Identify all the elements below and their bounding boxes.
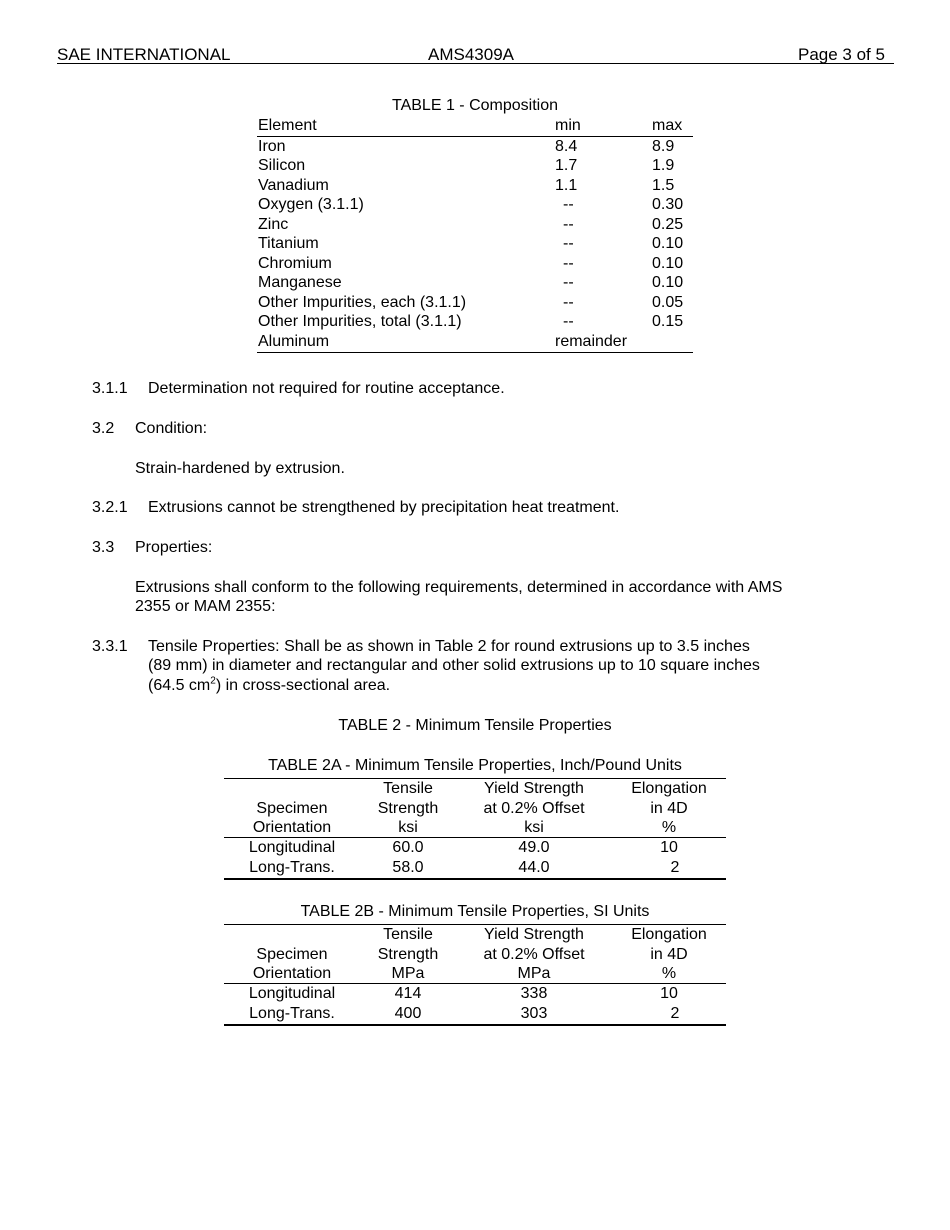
table-row bbox=[257, 195, 693, 215]
header-line bbox=[224, 779, 360, 799]
table2a-header bbox=[224, 779, 726, 837]
tensile-cell: 60.0 bbox=[392, 839, 424, 856]
header-line: MPa bbox=[391, 965, 425, 982]
header-line: Specimen bbox=[256, 945, 328, 963]
table-row bbox=[257, 215, 693, 235]
table1-col-min: min bbox=[555, 117, 581, 134]
table-row bbox=[257, 137, 693, 157]
section-3-3-number: 3.3 bbox=[92, 539, 115, 556]
max-cell: 0.15 bbox=[652, 313, 684, 331]
min-cell: -- bbox=[563, 254, 574, 272]
header-tensile bbox=[360, 779, 456, 838]
table-row bbox=[257, 234, 693, 254]
yield-cell: 44.0 bbox=[518, 859, 550, 876]
min-cell: remainder bbox=[555, 333, 628, 351]
min-cell: -- bbox=[563, 274, 574, 292]
elongation-cell: 10 bbox=[660, 985, 678, 1002]
element-cell: Other Impurities, total (3.1.1) bbox=[258, 313, 462, 331]
composition-table bbox=[257, 96, 693, 353]
header-tensile bbox=[360, 925, 456, 984]
yield-cell: 338 bbox=[520, 985, 548, 1002]
table2b-bottom-rule bbox=[224, 1024, 726, 1026]
table1-title: TABLE 1 - Composition bbox=[392, 97, 558, 114]
table-row bbox=[257, 293, 693, 313]
tensile-cell: 58.0 bbox=[392, 859, 424, 876]
header-line: Orientation bbox=[252, 965, 332, 982]
table-row bbox=[257, 273, 693, 293]
header-line: Tensile bbox=[383, 926, 433, 943]
table1-bottom-rule bbox=[257, 352, 693, 353]
table2-title: TABLE 2 - Minimum Tensile Properties bbox=[338, 717, 612, 734]
header-line: MPa bbox=[517, 965, 551, 982]
header-line bbox=[224, 925, 360, 945]
element-cell: Titanium bbox=[258, 235, 319, 253]
min-cell: -- bbox=[563, 215, 574, 233]
element-cell: Aluminum bbox=[258, 333, 330, 351]
element-cell: Zinc bbox=[258, 215, 289, 233]
header-line: Yield Strength bbox=[484, 780, 584, 797]
header-orientation bbox=[224, 779, 360, 838]
table-row bbox=[257, 176, 693, 196]
element-cell: Oxygen (3.1.1) bbox=[258, 196, 364, 214]
table-row bbox=[257, 312, 693, 332]
table-row bbox=[257, 332, 693, 352]
min-cell: 8.4 bbox=[555, 137, 578, 155]
header-elongation bbox=[612, 925, 726, 984]
section-3-3-1-line1: Tensile Properties: Shall be as shown in Table 2 for round extrusions up to 3.5 inches bbox=[148, 638, 750, 655]
header-line: Tensile bbox=[383, 780, 433, 797]
min-cell: 1.7 bbox=[555, 157, 578, 175]
header-orientation bbox=[224, 925, 360, 984]
header-line: in 4D bbox=[650, 799, 688, 817]
elongation-cell: 2 bbox=[670, 1005, 680, 1022]
section-3-3-1-number: 3.3.1 bbox=[92, 638, 128, 655]
section-3-1-1-number: 3.1.1 bbox=[92, 380, 128, 397]
table-row bbox=[224, 858, 726, 878]
min-cell: -- bbox=[563, 196, 574, 214]
header-page-number: Page 3 of 5 bbox=[798, 45, 885, 64]
element-cell: Iron bbox=[258, 137, 286, 155]
section-3-2-1-text: Extrusions cannot be strengthened by precipitation heat treatment. bbox=[148, 499, 620, 516]
section-3-3-body-line1: Extrusions shall conform to the following requirements, determined in accordance with AMS bbox=[135, 579, 783, 596]
section-3-2-number: 3.2 bbox=[92, 420, 115, 437]
orientation-cell: Longitudinal bbox=[248, 839, 336, 856]
elongation-cell: 2 bbox=[670, 859, 680, 876]
table-row bbox=[257, 254, 693, 274]
header-line: Specimen bbox=[256, 799, 328, 817]
table-row bbox=[224, 838, 726, 858]
max-cell: 1.5 bbox=[652, 176, 675, 194]
element-cell: Other Impurities, each (3.1.1) bbox=[258, 293, 467, 311]
line3-post: ) in cross-sectional area. bbox=[215, 677, 391, 694]
header-line: at 0.2% Offset bbox=[483, 945, 585, 963]
max-cell: 0.10 bbox=[652, 235, 684, 253]
table-row bbox=[224, 984, 726, 1004]
section-3-3-body-line2: 2355 or MAM 2355: bbox=[135, 598, 276, 615]
element-cell: Manganese bbox=[258, 274, 342, 292]
header-line: in 4D bbox=[650, 945, 688, 963]
header-line: Strength bbox=[377, 799, 439, 817]
section-3-2-title: Condition: bbox=[135, 420, 208, 437]
section-3-3-1-line2: (89 mm) in diameter and rectangular and other solid extrusions up to 10 square inches bbox=[148, 657, 760, 674]
tensile-cell: 400 bbox=[394, 1005, 422, 1022]
header-line: % bbox=[661, 819, 677, 836]
tensile-cell: 414 bbox=[394, 985, 422, 1002]
element-cell: Vanadium bbox=[258, 176, 329, 194]
header-line: Elongation bbox=[631, 780, 707, 797]
max-cell: 0.30 bbox=[652, 196, 684, 214]
header-rule bbox=[57, 63, 894, 64]
orientation-cell: Long-Trans. bbox=[249, 1005, 335, 1022]
table-row bbox=[224, 1004, 726, 1024]
table2a-bottom-rule bbox=[224, 878, 726, 880]
table2a-title: TABLE 2A - Minimum Tensile Properties, Inch/Pound Units bbox=[268, 757, 682, 774]
section-3-2-1-number: 3.2.1 bbox=[92, 499, 128, 516]
header-yield bbox=[456, 925, 612, 984]
table1-header-row bbox=[257, 116, 693, 136]
element-cell: Silicon bbox=[258, 157, 306, 175]
header-line: at 0.2% Offset bbox=[483, 799, 585, 817]
superscript-2: 2 bbox=[210, 675, 216, 687]
table1-col-element: Element bbox=[258, 117, 317, 134]
section-3-3-title: Properties: bbox=[135, 539, 213, 556]
table1-col-max: max bbox=[652, 117, 683, 134]
orientation-cell: Long-Trans. bbox=[249, 859, 335, 876]
header-line: Orientation bbox=[252, 819, 332, 836]
section-3-2-body: Strain-hardened by extrusion. bbox=[135, 460, 345, 477]
max-cell: 8.9 bbox=[652, 137, 675, 155]
yield-cell: 49.0 bbox=[518, 839, 550, 856]
min-cell: -- bbox=[563, 313, 574, 331]
elongation-cell: 10 bbox=[660, 839, 678, 856]
orientation-cell: Longitudinal bbox=[248, 985, 336, 1002]
header-yield bbox=[456, 779, 612, 838]
max-cell: 0.10 bbox=[652, 274, 684, 292]
header-line: Elongation bbox=[631, 926, 707, 943]
table-row bbox=[257, 156, 693, 176]
max-cell: 0.05 bbox=[652, 293, 684, 311]
max-cell: 1.9 bbox=[652, 157, 675, 175]
min-cell: -- bbox=[563, 235, 574, 253]
header-line: ksi bbox=[398, 819, 418, 836]
element-cell: Chromium bbox=[258, 254, 332, 272]
header-line: % bbox=[661, 965, 677, 982]
table-2b bbox=[224, 902, 726, 1026]
header-line: Yield Strength bbox=[484, 926, 584, 943]
header-doc-id: AMS4309A bbox=[428, 45, 514, 64]
table-2a bbox=[224, 756, 726, 880]
section-3-3-1-line3 bbox=[148, 676, 390, 696]
header-elongation bbox=[612, 779, 726, 838]
table2b-title: TABLE 2B - Minimum Tensile Properties, SI Units bbox=[300, 903, 650, 920]
header-line: ksi bbox=[524, 819, 544, 836]
yield-cell: 303 bbox=[520, 1005, 548, 1022]
max-cell: 0.10 bbox=[652, 254, 684, 272]
min-cell: 1.1 bbox=[555, 176, 578, 194]
min-cell: -- bbox=[563, 293, 574, 311]
section-3-1-1-text: Determination not required for routine acceptance. bbox=[148, 380, 505, 397]
header-org: SAE INTERNATIONAL bbox=[57, 45, 231, 64]
header-line: Strength bbox=[377, 945, 439, 963]
line3-pre: (64.5 cm bbox=[148, 677, 211, 694]
max-cell: 0.25 bbox=[652, 215, 684, 233]
table2b-header bbox=[224, 925, 726, 983]
